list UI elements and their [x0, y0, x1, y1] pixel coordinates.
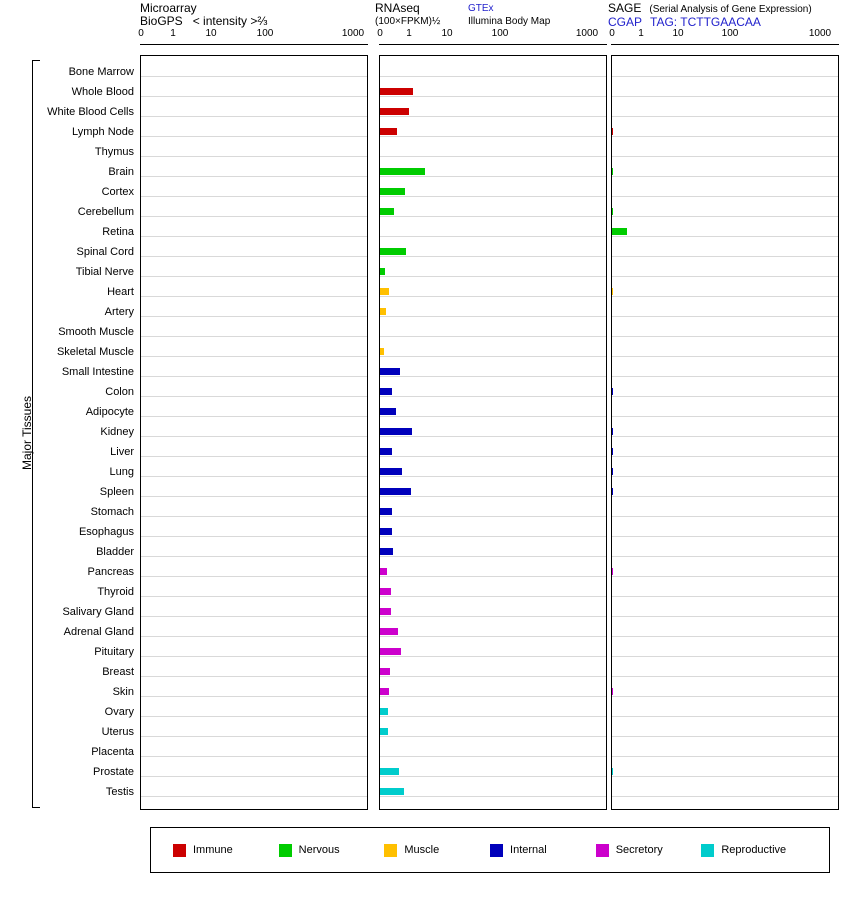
data-bar: [380, 368, 400, 375]
microarray-subtitle: BioGPS: [140, 14, 183, 28]
data-bar: [380, 448, 392, 455]
y-axis-label: Major Tissues: [20, 395, 34, 470]
legend-label: Nervous: [298, 844, 340, 856]
data-bar: [380, 508, 392, 515]
grid-line: [612, 276, 838, 277]
tissue-label: Spinal Cord: [76, 246, 134, 258]
grid-line: [380, 556, 606, 557]
data-bar: [612, 488, 613, 495]
grid-line: [612, 656, 838, 657]
grid-line: [141, 116, 367, 117]
grid-line: [612, 576, 838, 577]
axis-line-microarray: [140, 44, 368, 45]
grid-line: [380, 216, 606, 217]
grid-line: [141, 556, 367, 557]
grid-line: [141, 196, 367, 197]
tissue-label: Tibial Nerve: [75, 266, 134, 278]
legend-item: [173, 844, 279, 857]
tissue-label: Breast: [102, 666, 134, 678]
grid-line: [612, 776, 838, 777]
data-bar: [612, 468, 613, 475]
rnaseq-title: RNAseq: [375, 1, 420, 15]
data-bar: [380, 188, 405, 195]
legend-item: [384, 844, 490, 857]
grid-line: [612, 256, 838, 257]
data-bar: [380, 348, 384, 355]
grid-line: [380, 776, 606, 777]
data-bar: [380, 688, 389, 695]
grid-line: [612, 96, 838, 97]
data-bar: [380, 108, 409, 115]
tissue-label: Small Intestine: [61, 366, 134, 378]
data-bar: [380, 488, 411, 495]
grid-line: [380, 416, 606, 417]
data-bar: [380, 568, 387, 575]
grid-line: [380, 136, 606, 137]
grid-line: [380, 536, 606, 537]
grid-line: [141, 376, 367, 377]
legend-swatch: [384, 844, 397, 857]
tissue-label: Placenta: [91, 746, 134, 758]
axis-tick: 100: [721, 28, 739, 39]
grid-line: [612, 476, 838, 477]
tissue-label: Liver: [110, 446, 134, 458]
data-bar: [612, 688, 613, 695]
tissue-label: Uterus: [101, 726, 134, 738]
grid-line: [612, 396, 838, 397]
tissue-label: Smooth Muscle: [58, 326, 134, 338]
grid-line: [141, 356, 367, 357]
grid-line: [141, 516, 367, 517]
sage-tag: TAG: TCTTGAACAA: [650, 15, 761, 29]
data-bar: [380, 408, 396, 415]
data-bar: [380, 708, 388, 715]
axis-tick: 100: [256, 28, 274, 39]
grid-line: [141, 216, 367, 217]
grid-line: [612, 636, 838, 637]
grid-line: [380, 796, 606, 797]
grid-line: [141, 776, 367, 777]
data-bar: [380, 268, 385, 275]
data-bar: [380, 768, 399, 775]
tissue-label: Heart: [107, 286, 134, 298]
axis-line-sage: [611, 44, 839, 45]
grid-line: [380, 616, 606, 617]
grid-line: [380, 516, 606, 517]
grid-line: [612, 596, 838, 597]
grid-line: [141, 416, 367, 417]
tissue-label: Cerebellum: [77, 206, 134, 218]
data-bar: [612, 128, 613, 135]
legend-label: Internal: [510, 844, 547, 856]
grid-line: [380, 356, 606, 357]
axis-tick: 0: [609, 28, 615, 39]
data-bar: [380, 208, 394, 215]
legend-label: Muscle: [404, 844, 440, 856]
axis-line-rnaseq: [379, 44, 607, 45]
legend-swatch: [701, 844, 714, 857]
tissue-label: Brain: [108, 166, 134, 178]
grid-line: [380, 756, 606, 757]
axis-tick: 10: [672, 28, 684, 39]
data-bar: [380, 668, 390, 675]
grid-line: [380, 596, 606, 597]
grid-line: [612, 316, 838, 317]
grid-line: [380, 476, 606, 477]
data-bar: [612, 428, 613, 435]
microarray-title: Microarray: [140, 1, 197, 15]
tissue-label: Bone Marrow: [68, 66, 134, 78]
panel-header-sage: [608, 2, 812, 29]
data-bar: [380, 388, 392, 395]
data-bar: [380, 788, 404, 795]
grid-line: [380, 156, 606, 157]
grid-line: [141, 536, 367, 537]
tissue-label: Stomach: [90, 506, 134, 518]
grid-line: [141, 736, 367, 737]
rnaseq-source-block: [468, 2, 550, 28]
grid-line: [380, 716, 606, 717]
grid-line: [380, 96, 606, 97]
data-bar: [380, 288, 389, 295]
data-bar: [380, 608, 391, 615]
data-bar: [380, 248, 406, 255]
sage-note: (Serial Analysis of Gene Expression): [649, 4, 812, 15]
grid-line: [141, 456, 367, 457]
grid-line: [380, 436, 606, 437]
data-bar: [380, 628, 398, 635]
tissue-label: Thymus: [94, 146, 134, 158]
data-bar: [380, 728, 388, 735]
grid-line: [380, 116, 606, 117]
grid-line: [612, 376, 838, 377]
grid-line: [380, 316, 606, 317]
tissue-label: Pancreas: [87, 566, 134, 578]
tissue-label: Esophagus: [78, 526, 134, 538]
grid-line: [380, 696, 606, 697]
rnaseq-source-gtex: GTEx: [468, 3, 494, 14]
grid-line: [141, 296, 367, 297]
microarray-note: < intensity >⅔: [192, 14, 268, 28]
grid-line: [380, 736, 606, 737]
grid-line: [380, 396, 606, 397]
data-bar: [380, 428, 412, 435]
grid-line: [141, 676, 367, 677]
grid-line: [612, 716, 838, 717]
grid-line: [612, 216, 838, 217]
data-bar: [380, 528, 392, 535]
data-bar: [612, 568, 613, 575]
panel-header-rnaseq: [375, 2, 440, 28]
tissue-label: Testis: [105, 786, 134, 798]
grid-line: [612, 676, 838, 677]
legend-swatch: [173, 844, 186, 857]
legend-item: [596, 844, 702, 857]
legend-item: [701, 844, 807, 857]
grid-line: [141, 636, 367, 637]
grid-line: [380, 676, 606, 677]
data-bar: [612, 448, 613, 455]
grid-line: [141, 336, 367, 337]
data-bar: [612, 288, 613, 295]
tissue-label: Adrenal Gland: [63, 626, 134, 638]
grid-line: [380, 276, 606, 277]
grid-line: [141, 696, 367, 697]
data-bar: [380, 648, 401, 655]
data-bar: [612, 208, 613, 215]
grid-line: [612, 516, 838, 517]
grid-line: [612, 116, 838, 117]
grid-line: [141, 236, 367, 237]
grid-line: [612, 496, 838, 497]
data-bar: [380, 168, 425, 175]
grid-line: [141, 96, 367, 97]
grid-line: [612, 556, 838, 557]
grid-line: [612, 796, 838, 797]
data-bar: [380, 548, 393, 555]
sage-title: SAGE: [608, 1, 642, 15]
tissue-label: Whole Blood: [71, 86, 134, 98]
tissue-label: Skin: [112, 686, 134, 698]
grid-line: [612, 296, 838, 297]
grid-line: [141, 176, 367, 177]
rnaseq-subtitle: (100×FPKM)½: [375, 16, 441, 27]
grid-line: [141, 716, 367, 717]
axis-tick: 1000: [808, 28, 832, 39]
grid-line: [380, 176, 606, 177]
axis-tick: 1000: [341, 28, 365, 39]
grid-line: [612, 696, 838, 697]
grid-line: [612, 236, 838, 237]
grid-line: [380, 196, 606, 197]
grid-line: [612, 136, 838, 137]
tissue-label: Artery: [104, 306, 134, 318]
data-bar: [380, 128, 397, 135]
grid-line: [380, 336, 606, 337]
panel-header-microarray: [140, 2, 267, 28]
legend: [150, 827, 830, 873]
axis-tick: 1: [638, 28, 644, 39]
rnaseq-source-ibm: Illumina Body Map: [468, 16, 551, 27]
axis-tick: 0: [377, 28, 383, 39]
grid-line: [141, 316, 367, 317]
tissue-label: Lymph Node: [72, 126, 134, 138]
legend-label: Immune: [193, 844, 233, 856]
grid-line: [380, 376, 606, 377]
grid-line: [141, 576, 367, 577]
tissue-label: Cortex: [101, 186, 134, 198]
axis-tick: 1: [170, 28, 176, 39]
grid-line: [380, 296, 606, 297]
tissue-label: Bladder: [96, 546, 134, 558]
grid-line: [380, 76, 606, 77]
grid-line: [380, 256, 606, 257]
legend-swatch: [596, 844, 609, 857]
sage-source-cgap: CGAP: [608, 15, 643, 29]
grid-line: [141, 796, 367, 797]
data-bar: [380, 308, 386, 315]
data-bar: [612, 768, 613, 775]
legend-label: Reproductive: [721, 844, 787, 856]
grid-line: [612, 76, 838, 77]
data-bar: [380, 88, 413, 95]
tissue-label: Retina: [102, 226, 134, 238]
axis-tick: 1: [406, 28, 412, 39]
tissue-label: Thyroid: [97, 586, 134, 598]
grid-line: [141, 276, 367, 277]
grid-line: [141, 396, 367, 397]
legend-item: [490, 844, 596, 857]
axis-tick: 100: [491, 28, 509, 39]
grid-line: [612, 756, 838, 757]
axis-tick: 10: [205, 28, 217, 39]
grid-line: [141, 756, 367, 757]
grid-line: [612, 436, 838, 437]
grid-line: [380, 576, 606, 577]
tissue-label: Salivary Gland: [62, 606, 134, 618]
axis-tick: 0: [138, 28, 144, 39]
tissue-label: Pituitary: [94, 646, 134, 658]
grid-line: [141, 476, 367, 477]
axis-tick: 10: [441, 28, 453, 39]
grid-line: [612, 156, 838, 157]
data-bar: [612, 168, 613, 175]
grid-line: [141, 496, 367, 497]
grid-line: [612, 336, 838, 337]
data-bar: [380, 468, 402, 475]
legend-item: [279, 844, 385, 857]
grid-line: [380, 456, 606, 457]
grid-line: [612, 196, 838, 197]
grid-line: [380, 236, 606, 237]
grid-line: [380, 656, 606, 657]
tissue-label: Colon: [105, 386, 134, 398]
grid-line: [141, 656, 367, 657]
legend-swatch: [279, 844, 292, 857]
tissue-label: Prostate: [93, 766, 134, 778]
tissue-label: Ovary: [104, 706, 134, 718]
grid-line: [612, 176, 838, 177]
tissue-label: Adipocyte: [85, 406, 134, 418]
grid-line: [141, 596, 367, 597]
grid-line: [612, 416, 838, 417]
grid-line: [141, 436, 367, 437]
grid-line: [141, 256, 367, 257]
data-bar: [612, 388, 613, 395]
data-bar: [612, 228, 627, 235]
tissue-label: White Blood Cells: [47, 106, 134, 118]
grid-line: [380, 636, 606, 637]
grid-line: [141, 76, 367, 77]
tissue-label: Skeletal Muscle: [56, 346, 134, 358]
data-bar: [380, 588, 391, 595]
grid-line: [612, 616, 838, 617]
grid-line: [612, 536, 838, 537]
legend-swatch: [490, 844, 503, 857]
grid-line: [141, 136, 367, 137]
legend-label: Secretory: [615, 844, 663, 856]
axis-tick: 1000: [575, 28, 599, 39]
tissue-label: Spleen: [99, 486, 134, 498]
grid-line: [380, 496, 606, 497]
grid-line: [141, 616, 367, 617]
tissue-label: Lung: [109, 466, 134, 478]
tissue-label: Kidney: [100, 426, 134, 438]
axis-microarray: [0, 28, 842, 44]
grid-line: [612, 736, 838, 737]
grid-line: [141, 156, 367, 157]
grid-line: [612, 456, 838, 457]
grid-line: [612, 356, 838, 357]
